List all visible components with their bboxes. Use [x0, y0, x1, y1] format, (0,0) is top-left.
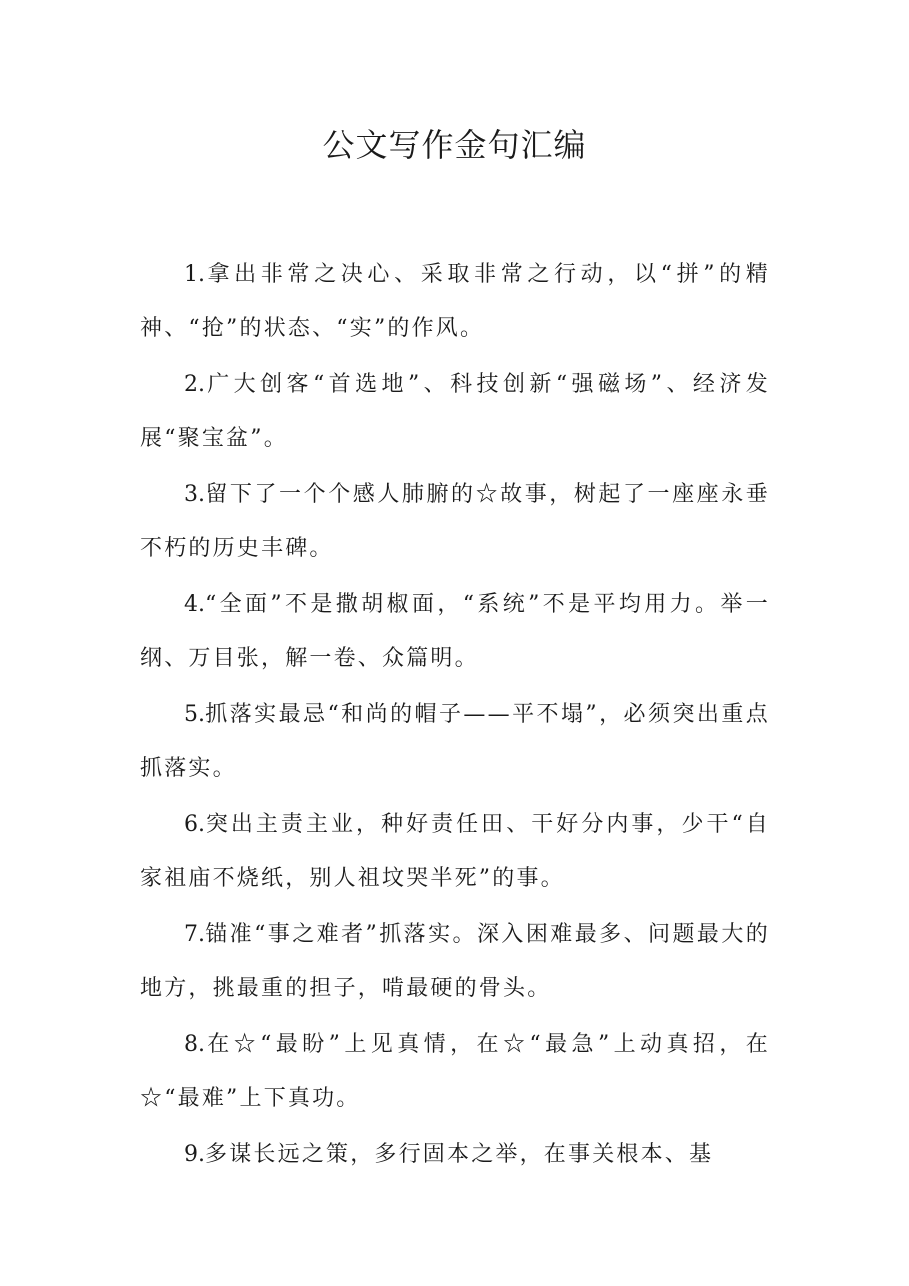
list-item: [140, 908, 770, 1016]
item-text: 在☆“最盼”上见真情，在☆“最急”上动真招，在☆“最难”上下真功。: [140, 1032, 770, 1111]
list-item: [140, 358, 770, 466]
document-body: [140, 248, 770, 1184]
item-text: 广大创客“首选地”、科技创新“强磁场”、经济发展“聚宝盆”。: [140, 372, 770, 451]
item-number: 1.: [184, 262, 205, 287]
item-text: 多谋长远之策，多行固本之举，在事关根本、基: [205, 1142, 714, 1167]
list-item: [140, 1018, 770, 1126]
item-number: 5.: [184, 702, 205, 727]
item-text: 留下了一个个感人肺腑的☆故事，树起了一座座永垂不朽的历史丰碑。: [140, 482, 770, 561]
item-number: 9.: [184, 1142, 205, 1167]
item-text: 拿出非常之决心、采取非常之行动，以“拼”的精神、“抢”的状态、“实”的作风。: [140, 262, 770, 341]
document-title: 公文写作金句汇编: [322, 126, 587, 164]
item-number: 2.: [184, 372, 205, 397]
list-item: [140, 688, 770, 796]
item-text: 突出主责主业，种好责任田、干好分内事，少干“自家祖庙不烧纸，别人祖坟哭半死”的事。: [140, 812, 770, 891]
list-item: [140, 578, 770, 686]
item-text: “全面”不是撒胡椒面，“系统”不是平均用力。举一纲、万目张，解一卷、众篇明。: [140, 592, 770, 671]
item-number: 8.: [184, 1032, 205, 1057]
item-text: 抓落实最忌“和尚的帽子——平不塌”，必须突出重点抓落实。: [140, 702, 770, 781]
item-text: 锚准“事之难者”抓落实。深入困难最多、问题最大的地方，挑最重的担子，啃最硬的骨头。: [140, 922, 770, 1001]
list-item: [140, 248, 770, 356]
item-number: 4.: [184, 592, 205, 617]
list-item: [140, 1128, 770, 1182]
item-number: 6.: [184, 812, 205, 837]
item-number: 3.: [184, 482, 205, 507]
list-item: [140, 468, 770, 576]
list-item: [140, 798, 770, 906]
item-number: 7.: [184, 922, 205, 947]
